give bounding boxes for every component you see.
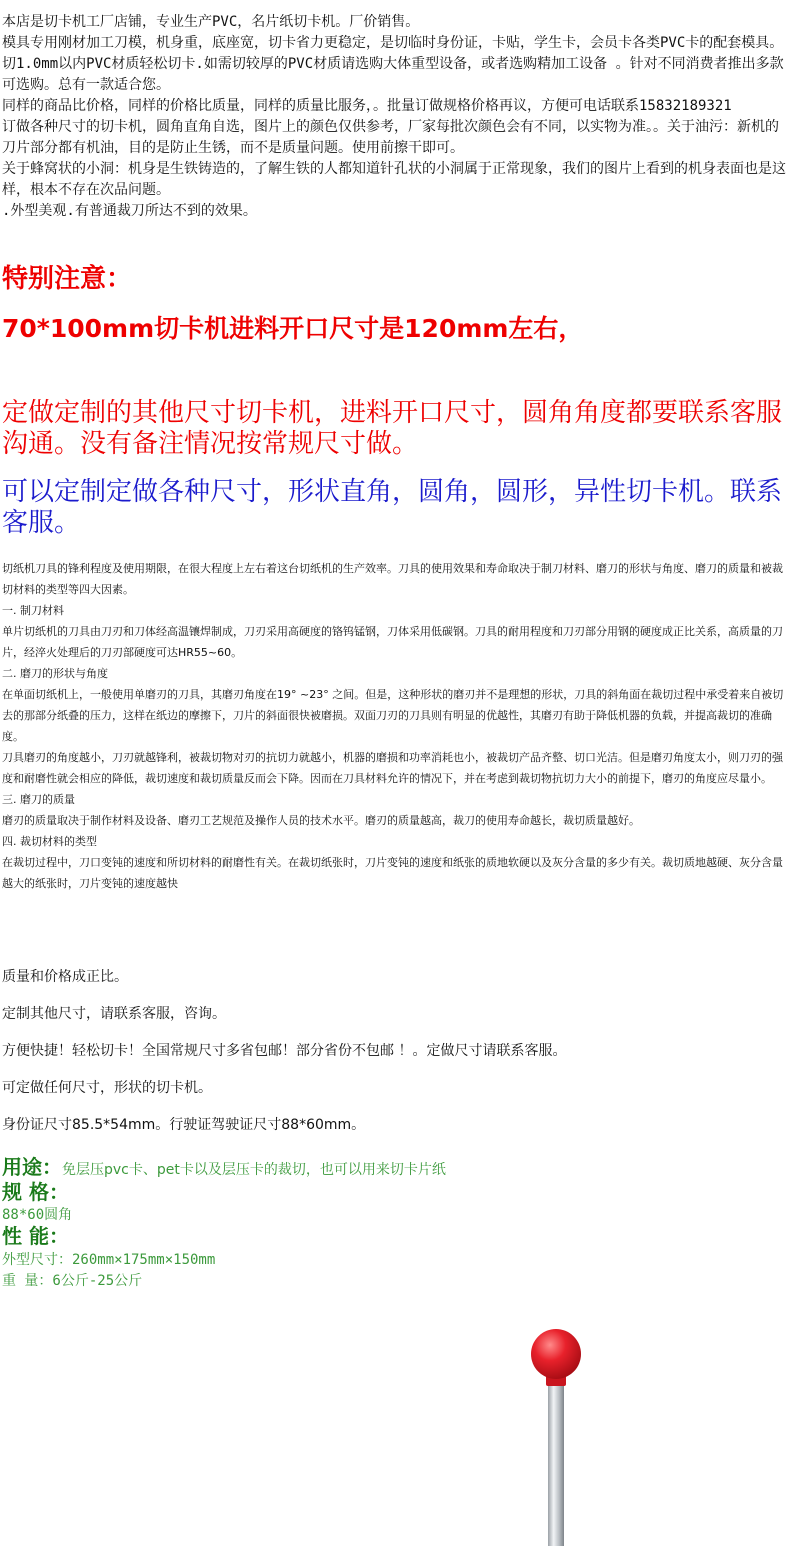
intro-paragraph: 同样的商品比价格，同样的价格比质量，同样的质量比服务，。批量订做规格价格再议，方便可电话联系15832189321 (2, 98, 732, 114)
spec-value: 88*60圆角 (2, 1207, 73, 1223)
notice-custom-red: 定做定制的其他尺寸切卡机，进料开口尺寸，圆角角度都要联系客服沟通。没有备注情况按常规尺寸做。 (2, 398, 783, 459)
intro-text (2, 12, 788, 222)
intro-paragraph: .外型美观.有普通裁刀所达不到的效果。 (2, 203, 257, 219)
perf-label: 性 能： (2, 1224, 69, 1248)
spec-use (2, 1155, 446, 1182)
plain-line: 身份证尺寸85.5*54mm。行驶证驾驶证尺寸88*60mm。 (2, 1117, 366, 1133)
plain-line: 定制其他尺寸，请联系客服，咨询。 (2, 1006, 226, 1022)
intro-paragraph: 模具专用刚材加工刀模，机身重，底座宽，切卡省力更稳定，是切临时身份证，卡贴，学生卡，会员卡各类PVC卡的配套模具。切1.0mm以内PVC材质轻松切卡.如需切较厚的PVC材质请选购大体重型设备，或者选购精加工设备 。针对不同消费者推出多款可选购。总有一款适合您。 (2, 35, 784, 93)
notice-custom-blue: 可以定制定做各种尺寸，形状直角，圆角，圆形，异性切卡机。联系客服。 (2, 477, 783, 538)
use-value: 免层压pvc卡、pet卡以及层压卡的裁切，也可以用来切卡片纸 (62, 1162, 446, 1178)
size-line: 外型尺寸：260mm×175mm×150mm (2, 1252, 216, 1268)
article-subheading: 二. 磨刀的形状与角度 (2, 667, 108, 680)
article-subheading: 一. 制刀材料 (2, 604, 64, 617)
article-paragraph: 切纸机刀具的锋利程度及使用期限，在很大程度上左右着这台切纸机的生产效率。刀具的使用效果和寿命取决于制刀材料、磨刀的形状与角度、磨刀的质量和被裁切材料的类型等四大因素。 (2, 562, 783, 596)
notice-size-line: 70*100mm切卡机进料开口尺寸是120mm左右， (2, 314, 584, 343)
intro-paragraph: 关于蜂窝状的小洞：机身是生铁铸造的，了解生铁的人都知道针孔状的小洞属于正常现象，我们的图片上看到的机身表面也是这样，根本不存在次品问题。 (2, 161, 786, 198)
article-paragraph: 刀具磨刃的角度越小，刀刃就越锋利，被裁切物对刃的抗切力就越小，机器的磨损和功率消耗也小，被裁切产品齐整、切口光洁。但是磨刃角度太小，则刀刃的强度和耐磨性就会相应的降低，裁切速度和裁切质量反而会下降。因而在刀具材料允许的情况下，并在考虑到裁切物抗切力大小的前提下，磨刃的角度应尽量小。 (2, 751, 783, 785)
weight-line: 重 量：6公斤-25公斤 (2, 1273, 143, 1289)
article-subheading: 三. 磨刀的质量 (2, 793, 75, 806)
use-label: 用途： (2, 1155, 62, 1179)
plain-line: 质量和价格成正比。 (2, 969, 128, 985)
plain-line: 方便快捷！轻松切卡！全国常规尺寸多省包邮！部分省份不包邮 ！。定做尺寸请联系客服。 (2, 1043, 567, 1059)
intro-paragraph: 本店是切卡机工厂店铺，专业生产PVC，名片纸切卡机。厂价销售。 (2, 14, 420, 30)
article-paragraph: 单片切纸机的刀具由刀刃和刀体经高温镶焊制成，刀刃采用高硬度的铬钨锰钢，刀体采用低碳钢。刀具的耐用程度和刀刃部分用钢的硬度成正比关系，高质量的刀片，经淬火处理后的刀刃部硬度可达HR55~60。 (2, 625, 783, 659)
cutter-handle-image (526, 1328, 586, 1546)
article-paragraph: 磨刃的质量取决于制作材料及设备、磨刃工艺规范及操作人员的技术水平。磨刃的质量越高，裁刀的使用寿命越长，裁切质量越好。 (2, 814, 640, 827)
spec-label: 规 格： (2, 1180, 69, 1204)
article-subheading: 四. 裁切材料的类型 (2, 835, 97, 848)
intro-paragraph: 订做各种尺寸的切卡机，圆角直角自选，图片上的颜色仅供参考，厂家每批次颜色会有不同，以实物为准。。关于油污：新机的刀片部分都有机油，目的是防止生锈，而不是质量问题。使用前擦干即可。 (2, 119, 779, 156)
article-paragraph: 在单面切纸机上，一般使用单磨刃的刀具，其磨刃角度在19° ~23° 之间。但是，这种形状的磨刃并不是理想的形状，刀具的斜角面在裁切过程中承受着来自被切去的那部分纸叠的压力，这样在纸边的摩擦下，刀片的斜面很快被磨损。双面刀刃的刀具则有明显的优越性，其磨刃有助于降低机器的负载，并提高裁切的准确度。 (2, 688, 784, 743)
article-paragraph: 在裁切过程中，刀口变钝的速度和所切材料的耐磨性有关。在裁切纸张时，刀片变钝的速度和纸张的质地软硬以及灰分含量的多少有关。裁切质地越硬、灰分含量越大的纸张时，刀片变钝的速度越快 (2, 856, 783, 890)
knife-article (2, 558, 788, 894)
notice-heading: 特别注意： (2, 264, 133, 294)
plain-line: 可定做任何尺寸，形状的切卡机。 (2, 1080, 212, 1096)
